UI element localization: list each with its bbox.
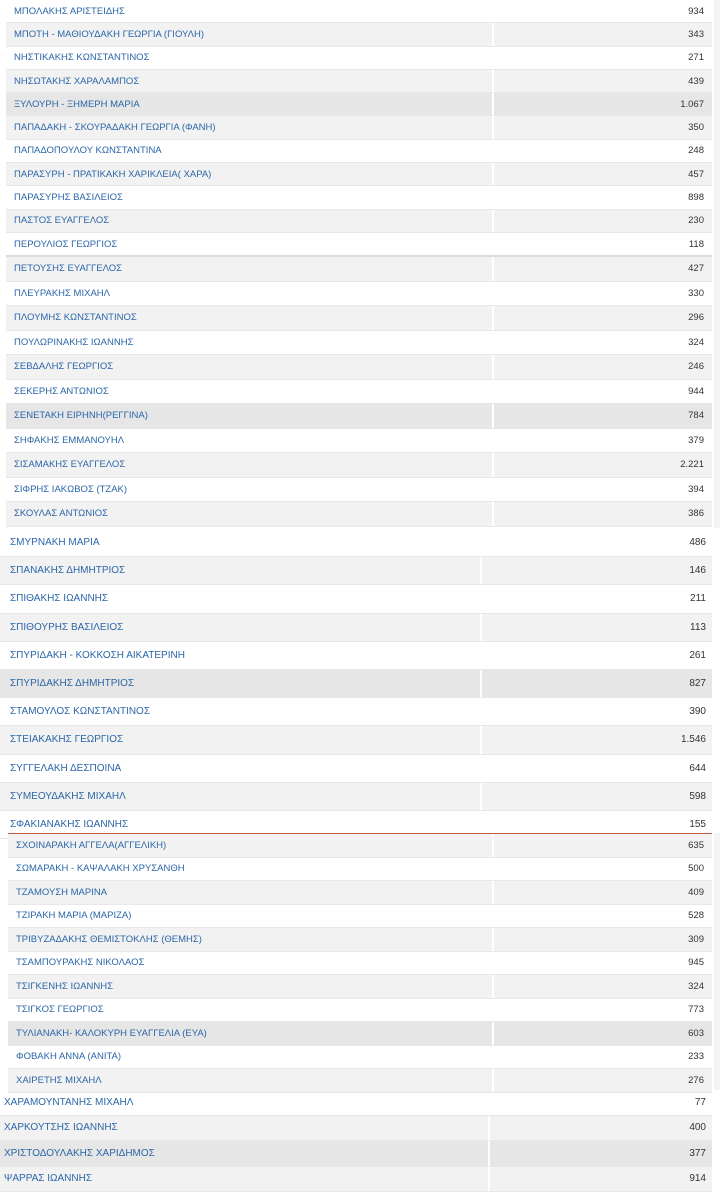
candidate-name-link[interactable]: ΧΑΙΡΕΤΗΣ ΜΙΧΑΗΛ xyxy=(16,1074,102,1086)
candidate-votes: 400 xyxy=(689,1122,706,1134)
candidate-name-link[interactable]: ΣΥΜΕΟΥΔΑΚΗΣ ΜΙΧΑΗΛ xyxy=(10,790,126,802)
candidate-name-link[interactable]: ΦΟΒΑΚΗ ΑΝΝΑ (ΑΝΙΤΑ) xyxy=(16,1051,122,1063)
candidate-row xyxy=(0,614,712,642)
candidate-name-link[interactable]: ΣΤΕΙΑΚΑΚΗΣ ΓΕΩΡΓΙΟΣ xyxy=(10,734,124,746)
candidate-votes: 635 xyxy=(688,839,704,851)
votes-cell xyxy=(494,282,712,306)
votes-cell xyxy=(482,642,712,669)
votes-cell xyxy=(494,355,712,379)
votes-cell xyxy=(494,186,712,208)
votes-cell xyxy=(494,881,712,904)
votes-cell xyxy=(494,257,712,281)
candidate-name-link[interactable]: ΤΣΑΜΠΟΥΡΑΚΗΣ ΝΙΚΟΛΑΟΣ xyxy=(16,957,145,969)
candidate-name-link[interactable]: ΣΦΑΚΙΑΝΑΚΗΣ ΙΩΑΝΝΗΣ xyxy=(10,818,129,830)
candidate-name-link[interactable]: ΨΑΡΡΑΣ ΙΩΑΝΝΗΣ xyxy=(4,1173,93,1185)
votes-cell xyxy=(494,0,712,22)
candidate-name-link[interactable]: ΠΛΟΥΜΗΣ ΚΩΝΣΤΑΝΤΙΝΟΣ xyxy=(14,312,137,324)
candidate-votes: 409 xyxy=(688,886,704,898)
votes-cell xyxy=(494,834,712,857)
candidate-votes: 784 xyxy=(688,410,704,422)
candidate-row xyxy=(6,140,712,163)
candidate-row xyxy=(6,186,712,209)
votes-cell xyxy=(482,529,712,556)
candidate-votes: 427 xyxy=(688,263,704,275)
candidate-name-link[interactable]: ΣΕΒΔΑΛΗΣ ΓΕΩΡΓΙΟΣ xyxy=(14,361,114,373)
candidate-row xyxy=(8,858,712,882)
candidate-votes: 343 xyxy=(688,28,704,40)
candidate-name-link[interactable]: ΧΡΙΣΤΟΔΟΥΛΑΚΗΣ ΧΑΡΙΔΗΜΟΣ xyxy=(4,1147,155,1159)
candidate-name-link[interactable]: ΤΖΑΜΟΥΣΗ ΜΑΡΙΝΑ xyxy=(16,886,108,898)
candidate-name-link[interactable]: ΤΣΙΓΚΟΣ ΓΕΩΡΓΙΟΣ xyxy=(16,1004,104,1016)
candidate-name-link[interactable]: ΝΗΣΩΤΑΚΗΣ ΧΑΡΑΛΑΜΠΟΣ xyxy=(14,75,140,87)
candidate-name-link[interactable]: ΧΑΡΑΜΟΥΝΤΑΝΗΣ ΜΙΧΑΗΛ xyxy=(4,1096,134,1108)
votes-cell xyxy=(494,905,712,928)
votes-cell xyxy=(482,557,712,584)
candidate-votes: 394 xyxy=(688,483,704,495)
candidate-votes: 276 xyxy=(688,1074,704,1086)
candidate-votes: 603 xyxy=(688,1027,704,1039)
candidate-row xyxy=(6,210,712,233)
votes-cell xyxy=(494,858,712,881)
candidate-votes: 211 xyxy=(690,593,706,605)
candidate-votes: 118 xyxy=(688,238,704,250)
candidate-votes: 324 xyxy=(688,980,704,992)
candidate-row xyxy=(6,429,712,454)
candidate-votes: 1.546 xyxy=(680,734,706,746)
candidate-votes: 261 xyxy=(689,649,706,661)
votes-cell xyxy=(494,999,712,1022)
results-table-section-5 xyxy=(0,1090,712,1192)
candidate-row xyxy=(8,952,712,976)
candidate-row xyxy=(8,1022,712,1046)
candidate-name-link[interactable]: ΣΕΝΕΤΑΚΗ ΕΙΡΗΝΗ(ΡΕΓΓΙΝΑ) xyxy=(14,410,148,422)
candidate-name-link[interactable]: ΠΕΡΟΥΛΙΟΣ ΓΕΩΡΓΙΟΣ xyxy=(14,238,118,250)
candidate-votes: 827 xyxy=(689,678,706,690)
candidate-row xyxy=(6,502,712,527)
votes-cell xyxy=(494,404,712,428)
votes-cell xyxy=(482,585,712,612)
results-table-section-3 xyxy=(0,529,712,839)
candidate-name-link[interactable]: ΤΡΙΒΥΖΑΔΑΚΗΣ ΘΕΜΙΣΤΟΚΛΗΣ (ΘΕΜΗΣ) xyxy=(16,933,202,945)
candidate-votes: 528 xyxy=(688,910,704,922)
candidate-row xyxy=(6,0,712,23)
votes-cell xyxy=(494,47,712,69)
candidate-votes: 945 xyxy=(688,957,704,969)
candidate-row xyxy=(0,755,712,783)
candidate-votes: 77 xyxy=(694,1096,706,1108)
candidate-votes: 379 xyxy=(688,434,704,446)
candidate-votes: 296 xyxy=(688,312,704,324)
votes-cell xyxy=(490,1167,712,1192)
scrollbar-track[interactable] xyxy=(714,833,720,1090)
candidate-votes: 2.221 xyxy=(680,459,704,471)
candidate-row xyxy=(6,380,712,405)
candidate-votes: 146 xyxy=(689,565,706,577)
votes-cell xyxy=(494,210,712,232)
candidate-row xyxy=(8,999,712,1023)
candidate-name-link[interactable]: ΞΥΛΟΥΡΗ - ΞΗΜΕΡΗ ΜΑΡΙΑ xyxy=(14,98,140,110)
candidate-row xyxy=(6,23,712,46)
candidate-row xyxy=(0,1090,712,1116)
candidate-row xyxy=(8,928,712,952)
votes-cell xyxy=(494,331,712,355)
candidate-row xyxy=(8,975,712,999)
candidate-row xyxy=(0,698,712,726)
candidate-row xyxy=(8,905,712,929)
candidate-votes: 271 xyxy=(688,52,704,64)
candidate-votes: 113 xyxy=(690,621,706,633)
candidate-name-link[interactable]: ΠΑΠΑΔΟΠΟΥΛΟΥ ΚΩΝΣΤΑΝΤΙΝΑ xyxy=(14,145,162,157)
candidate-votes: 914 xyxy=(689,1173,706,1185)
candidate-name-link[interactable]: ΠΑΡΑΣΥΡΗ - ΠΡΑΤΙΚΑΚΗ ΧΑΡΙΚΛΕΙΑ( ΧΑΡΑ) xyxy=(14,168,212,180)
votes-cell xyxy=(482,726,712,753)
candidate-row xyxy=(0,670,712,698)
candidate-row xyxy=(6,93,712,116)
candidate-votes: 644 xyxy=(689,762,706,774)
votes-cell xyxy=(494,1022,712,1045)
votes-cell xyxy=(494,140,712,162)
results-table-section-4 xyxy=(8,833,712,1093)
candidate-votes: 386 xyxy=(688,508,704,520)
votes-cell xyxy=(482,755,712,782)
candidate-row xyxy=(8,834,712,858)
candidate-name-link[interactable]: ΣΕΚΕΡΗΣ ΑΝΤΩΝΙΟΣ xyxy=(14,385,109,397)
candidate-name-link[interactable]: ΠΕΤΟΥΣΗΣ ΕΥΑΓΓΕΛΟΣ xyxy=(14,263,123,275)
candidate-name-link[interactable]: ΣΠΙΘΑΚΗΣ ΙΩΑΝΝΗΣ xyxy=(10,593,109,605)
candidate-name-link[interactable]: ΣΙΦΡΗΣ ΙΑΚΩΒΟΣ (ΤΖΑΚ) xyxy=(14,483,128,495)
candidate-row xyxy=(6,70,712,93)
votes-cell xyxy=(482,614,712,641)
candidate-row xyxy=(6,355,712,380)
candidate-row xyxy=(0,642,712,670)
candidate-votes: 246 xyxy=(688,361,704,373)
candidate-votes: 155 xyxy=(689,818,706,830)
candidate-votes: 457 xyxy=(688,168,704,180)
candidate-name-link[interactable]: ΣΗΦΑΚΗΣ ΕΜΜΑΝΟΥΗΛ xyxy=(14,434,125,446)
votes-cell xyxy=(494,429,712,453)
candidate-row xyxy=(0,783,712,811)
candidate-row xyxy=(6,331,712,356)
candidate-name-link[interactable]: ΝΗΣΤΙΚΑΚΗΣ ΚΩΝΣΤΑΝΤΙΝΟΣ xyxy=(14,52,150,64)
votes-cell xyxy=(494,380,712,404)
candidate-row xyxy=(8,881,712,905)
candidate-votes: 377 xyxy=(689,1147,706,1159)
candidate-name-link[interactable]: ΣΧΟΙΝΑΡΑΚΗ ΑΓΓΕΛΑ(ΑΓΓΕΛΙΚΗ) xyxy=(16,839,167,851)
candidate-row xyxy=(6,306,712,331)
votes-cell xyxy=(490,1090,712,1115)
votes-cell xyxy=(490,1116,712,1141)
candidate-row xyxy=(0,1116,712,1142)
candidate-row xyxy=(0,529,712,557)
votes-cell xyxy=(494,306,712,330)
candidate-row xyxy=(6,478,712,503)
votes-cell xyxy=(490,1141,712,1166)
candidate-votes: 439 xyxy=(688,75,704,87)
votes-cell xyxy=(494,23,712,45)
candidate-row xyxy=(8,1046,712,1070)
candidate-votes: 486 xyxy=(689,537,706,549)
candidate-votes: 898 xyxy=(688,192,704,204)
votes-cell xyxy=(494,928,712,951)
candidate-name-link[interactable]: ΣΠΥΡΙΔΑΚΗΣ ΔΗΜΗΤΡΙΟΣ xyxy=(10,678,135,690)
candidate-votes: 1.067 xyxy=(680,98,704,110)
candidate-votes: 934 xyxy=(688,5,704,17)
candidate-row xyxy=(0,726,712,754)
candidate-votes: 350 xyxy=(688,122,704,134)
candidate-name-link[interactable]: ΤΣΙΓΚΕΝΗΣ ΙΩΑΝΝΗΣ xyxy=(16,980,113,992)
votes-cell xyxy=(494,163,712,185)
candidate-name-link[interactable]: ΤΖΙΡΑΚΗ ΜΑΡΙΑ (ΜΑΡΙΖΑ) xyxy=(16,910,132,922)
candidate-votes: 944 xyxy=(688,385,704,397)
candidate-votes: 248 xyxy=(688,145,704,157)
candidate-row xyxy=(6,233,712,256)
candidate-name-link[interactable]: ΣΚΟΥΛΑΣ ΑΝΤΩΝΙΟΣ xyxy=(14,508,108,520)
candidate-name-link[interactable]: ΧΑΡΚΟΥΤΣΗΣ ΙΩΑΝΝΗΣ xyxy=(4,1122,118,1134)
candidate-votes: 330 xyxy=(688,287,704,299)
candidate-row xyxy=(6,257,712,282)
candidate-row xyxy=(6,453,712,478)
scrollbar-track[interactable] xyxy=(714,0,720,528)
results-table-section-2 xyxy=(6,255,712,527)
results-table-section-1 xyxy=(6,0,712,256)
candidate-row xyxy=(6,404,712,429)
candidate-votes: 230 xyxy=(688,215,704,227)
candidate-row xyxy=(6,282,712,307)
votes-cell xyxy=(494,975,712,998)
candidate-votes: 233 xyxy=(688,1051,704,1063)
votes-cell xyxy=(482,783,712,810)
candidate-votes: 500 xyxy=(688,863,704,875)
votes-cell xyxy=(494,1046,712,1069)
candidate-name-link[interactable]: ΣΙΣΑΜΑΚΗΣ ΕΥΑΓΓΕΛΟΣ xyxy=(14,459,126,471)
votes-cell xyxy=(494,478,712,502)
candidate-votes: 309 xyxy=(688,933,704,945)
candidate-name-link[interactable]: ΣΠΥΡΙΔΑΚΗ - ΚΟΚΚΟΣΗ ΑΙΚΑΤΕΡΙΝΗ xyxy=(10,649,185,661)
votes-cell xyxy=(494,1069,712,1092)
candidate-votes: 773 xyxy=(688,1004,704,1016)
candidate-name-link[interactable]: ΤΥΛΙΑΝΑΚΗ- ΚΑΛΟΚΥΡΗ ΕΥΑΓΓΕΛΙΑ (ΕΥΑ) xyxy=(16,1027,207,1039)
candidate-row xyxy=(6,47,712,70)
candidate-name-link[interactable]: ΠΟΥΛΩΡΙΝΑΚΗΣ ΙΩΑΝΝΗΣ xyxy=(14,336,134,348)
votes-cell xyxy=(482,670,712,697)
candidate-name-link[interactable]: ΠΑΠΑΔΑΚΗ - ΣΚΟΥΡΑΔΑΚΗ ΓΕΩΡΓΙΑ (ΦΑΝΗ) xyxy=(14,122,216,134)
candidate-name-link[interactable]: ΣΥΓΓΕΛΑΚΗ ΔΕΣΠΟΙΝΑ xyxy=(10,762,122,774)
candidate-name-link[interactable]: ΜΠΟΤΗ - ΜΑΘΙΟΥΔΑΚΗ ΓΕΩΡΓΙΑ (ΓΙΟΥΛΗ) xyxy=(14,28,205,40)
candidate-name-link[interactable]: ΣΤΑΜΟΥΛΟΣ ΚΩΝΣΤΑΝΤΙΝΟΣ xyxy=(10,706,151,718)
candidate-name-link[interactable]: ΣΩΜΑΡΑΚΗ - ΚΑΨΑΛΑΚΗ ΧΡΥΣΑΝΘΗ xyxy=(16,863,185,875)
candidate-row xyxy=(6,163,712,186)
candidate-name-link[interactable]: ΜΠΟΛΑΚΗΣ ΑΡΙΣΤΕΙΔΗΣ xyxy=(14,5,125,17)
votes-cell xyxy=(494,233,712,255)
votes-cell xyxy=(494,952,712,975)
votes-cell xyxy=(482,698,712,725)
candidate-votes: 324 xyxy=(688,336,704,348)
candidate-name-link[interactable]: ΠΑΡΑΣΥΡΗΣ ΒΑΣΙΛΕΙΟΣ xyxy=(14,192,123,204)
candidate-name-link[interactable]: ΣΠΑΝΑΚΗΣ ΔΗΜΗΤΡΙΟΣ xyxy=(10,565,126,577)
votes-cell xyxy=(494,502,712,526)
candidate-name-link[interactable]: ΣΜΥΡΝΑΚΗ ΜΑΡΙΑ xyxy=(10,537,100,549)
candidate-row xyxy=(8,1069,712,1093)
candidate-votes: 598 xyxy=(689,790,706,802)
candidate-votes: 390 xyxy=(689,706,706,718)
votes-cell xyxy=(494,70,712,92)
candidate-row xyxy=(0,1141,712,1167)
votes-cell xyxy=(494,116,712,138)
candidate-name-link[interactable]: ΣΠΙΘΟΥΡΗΣ ΒΑΣΙΛΕΙΟΣ xyxy=(10,621,124,633)
candidate-name-link[interactable]: ΠΛΕΥΡΑΚΗΣ ΜΙΧΑΗΛ xyxy=(14,287,110,299)
candidate-row xyxy=(0,557,712,585)
candidate-name-link[interactable]: ΠΑΣΤΟΣ ΕΥΑΓΓΕΛΟΣ xyxy=(14,215,110,227)
candidate-row xyxy=(0,585,712,613)
candidate-row xyxy=(0,1167,712,1193)
candidate-row xyxy=(6,116,712,139)
